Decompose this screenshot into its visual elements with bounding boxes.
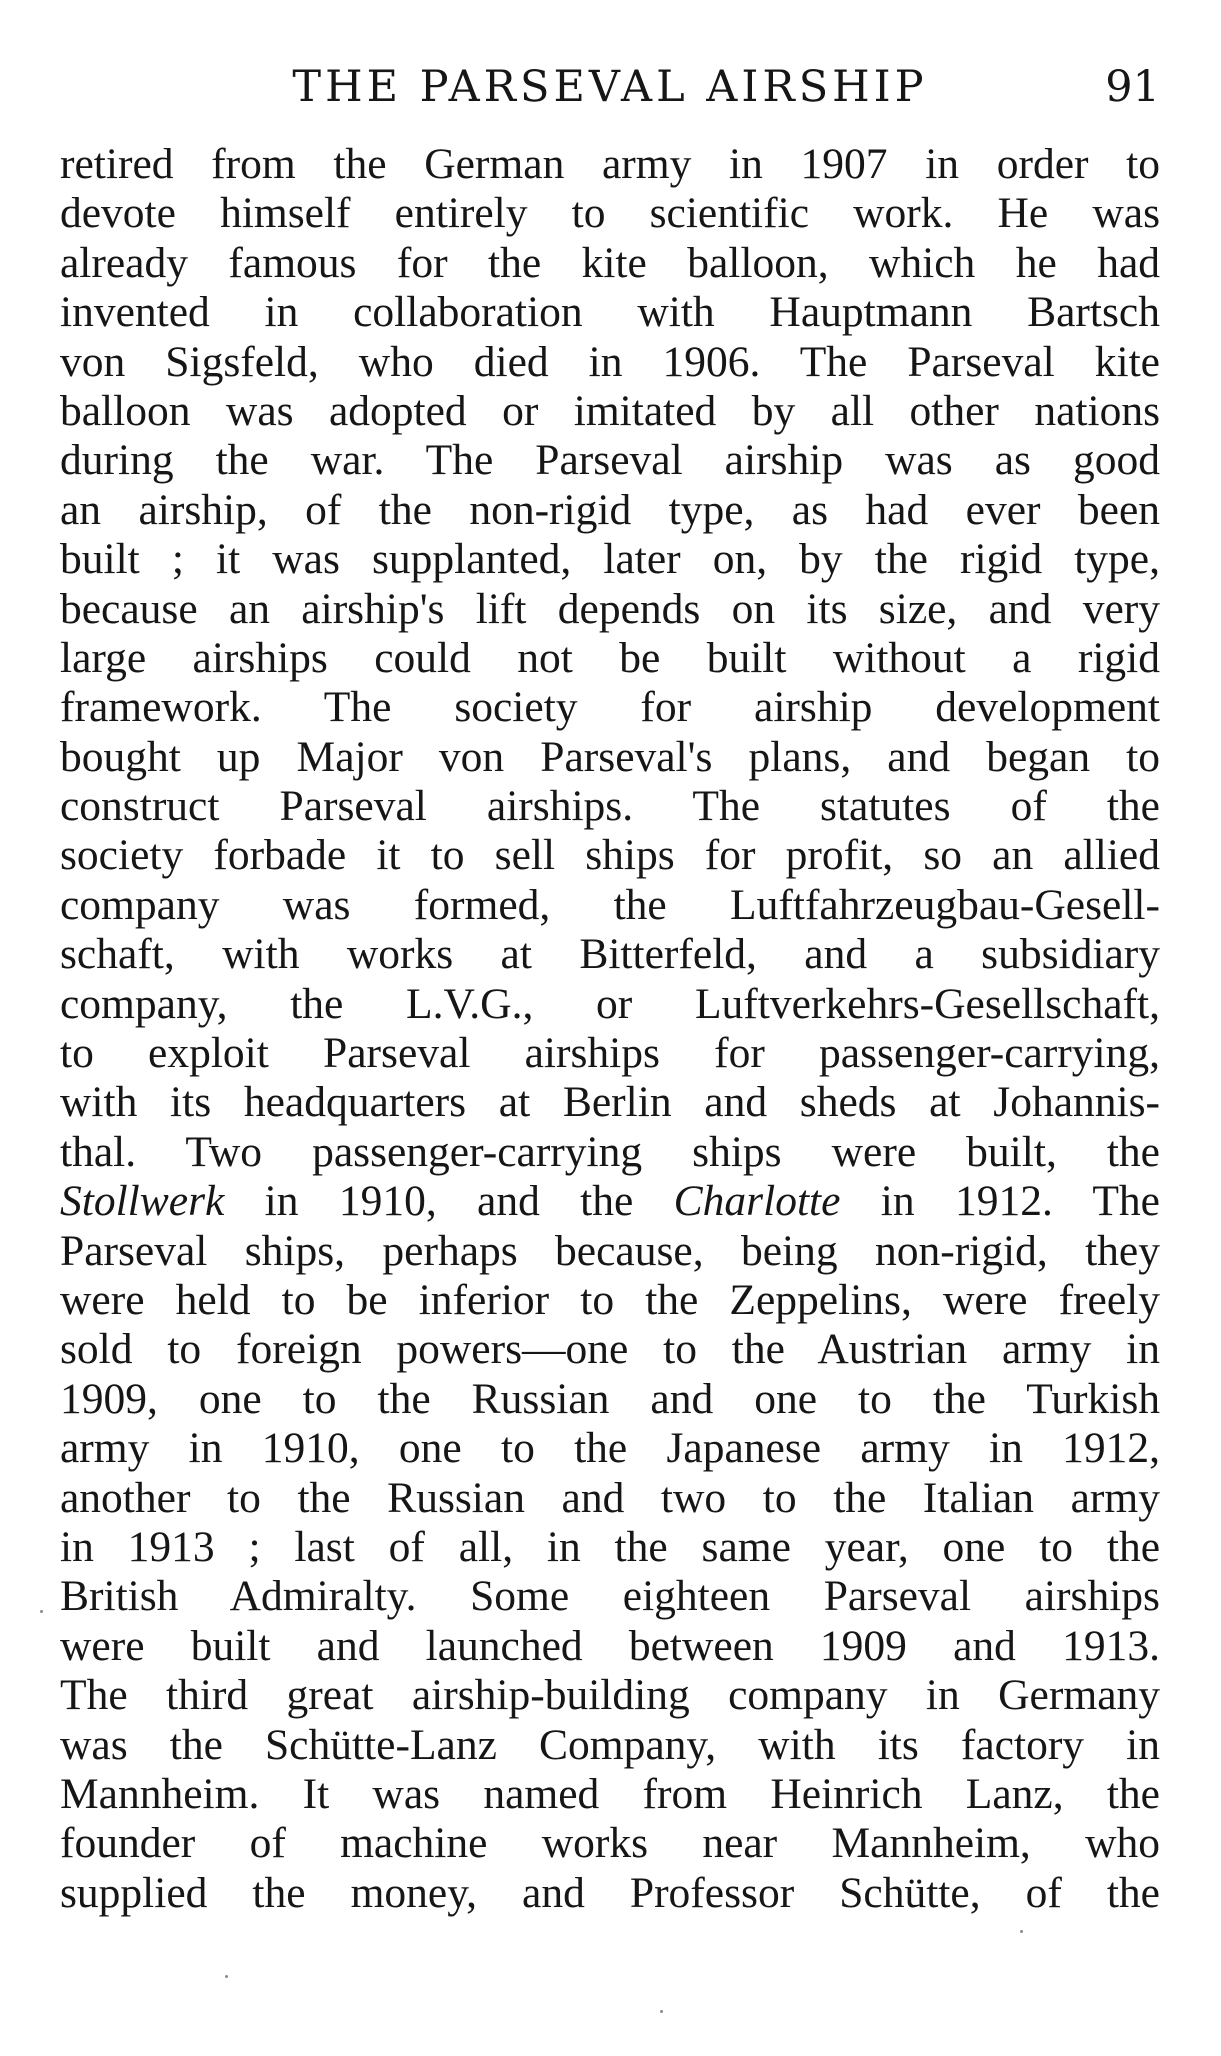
text-line: with its headquarters at Berlin and sheds at Johannis- [60, 1078, 1160, 1127]
text-line: built ; it was supplanted, later on, by the rigid type, [60, 535, 1160, 584]
text-line: army in 1910, one to the Japanese army in 1912, [60, 1424, 1160, 1473]
paper-speck [660, 2010, 663, 2013]
text-line: because an airship's lift depends on its size, and very [60, 584, 1160, 633]
text-line: framework. The society for airship development [60, 683, 1160, 732]
text-line: company, the L.V.G., or Luftverkehrs-Gesellschaft, [60, 979, 1160, 1028]
running-head [60, 56, 1160, 118]
text-line: was the Schütte-Lanz Company, with its factory in [60, 1720, 1160, 1769]
text-line: another to the Russian and two to the Italian army [60, 1473, 1160, 1522]
text-line: during the war. The Parseval airship was as good [60, 436, 1160, 485]
text-line: were built and launched between 1909 and 1913. [60, 1621, 1160, 1670]
paper-speck [1020, 1930, 1023, 1933]
ship-name: Charlotte [673, 1177, 841, 1226]
text-line: thal. Two passenger-carrying ships were built, the [60, 1127, 1160, 1176]
text-line: founder of machine works near Mannheim, who [60, 1819, 1160, 1868]
text-line: Mannheim. It was named from Heinrich Lanz, the [60, 1769, 1160, 1818]
text-line: invented in collaboration with Hauptmann Bartsch [60, 288, 1160, 337]
text-line: The third great airship-building company in Germany [60, 1671, 1160, 1720]
text-line: large airships could not be built without a rigid [60, 633, 1160, 682]
text-line: society forbade it to sell ships for profit, so an allied [60, 831, 1160, 880]
text-line: company was formed, the Luftfahrzeugbau-Gesell- [60, 880, 1160, 929]
text-line: in 1913 ; last of all, in the same year, one to the [60, 1522, 1160, 1571]
text-line: bought up Major von Parseval's plans, and began to [60, 732, 1160, 781]
text-line: retired from the German army in 1907 in order to [60, 140, 1160, 188]
text-line: 1909, one to the Russian and one to the Turkish [60, 1374, 1160, 1423]
text-line: devote himself entirely to scientific work. He was [60, 189, 1160, 238]
text-line: were held to be inferior to the Zeppelins, were freely [60, 1275, 1160, 1324]
text-line: already famous for the kite balloon, which he had [60, 238, 1160, 287]
text-line: British Admiralty. Some eighteen Parseval airships [60, 1572, 1160, 1621]
body-text [60, 140, 1160, 1918]
text-line: sold to foreign powers—one to the Austrian army in [60, 1325, 1160, 1374]
text-line: supplied the money, and Professor Schütte, of the [60, 1868, 1160, 1917]
text-line: balloon was adopted or imitated by all other nations [60, 386, 1160, 435]
ship-name: Stollwerk [60, 1177, 225, 1226]
text-line: construct Parseval airships. The statutes of the [60, 782, 1160, 831]
paper-speck [40, 1610, 43, 1613]
text-line: schaft, with works at Bitterfeld, and a subsidiary [60, 930, 1160, 979]
page-number: 91 [1105, 62, 1160, 112]
text-line-with-ship-names: Stollwerk in 1910, and the Charlotte in 1912. The [60, 1177, 1160, 1226]
running-title: THE PARSEVAL AIRSHIP [292, 62, 928, 112]
text-line: to exploit Parseval airships for passenger-carrying, [60, 1029, 1160, 1078]
text-line: Parseval ships, perhaps because, being non-rigid, they [60, 1226, 1160, 1275]
text-line: an airship, of the non-rigid type, as had ever been [60, 485, 1160, 534]
paper-speck [225, 1975, 228, 1978]
text-line: von Sigsfeld, who died in 1906. The Parseval kite [60, 337, 1160, 386]
